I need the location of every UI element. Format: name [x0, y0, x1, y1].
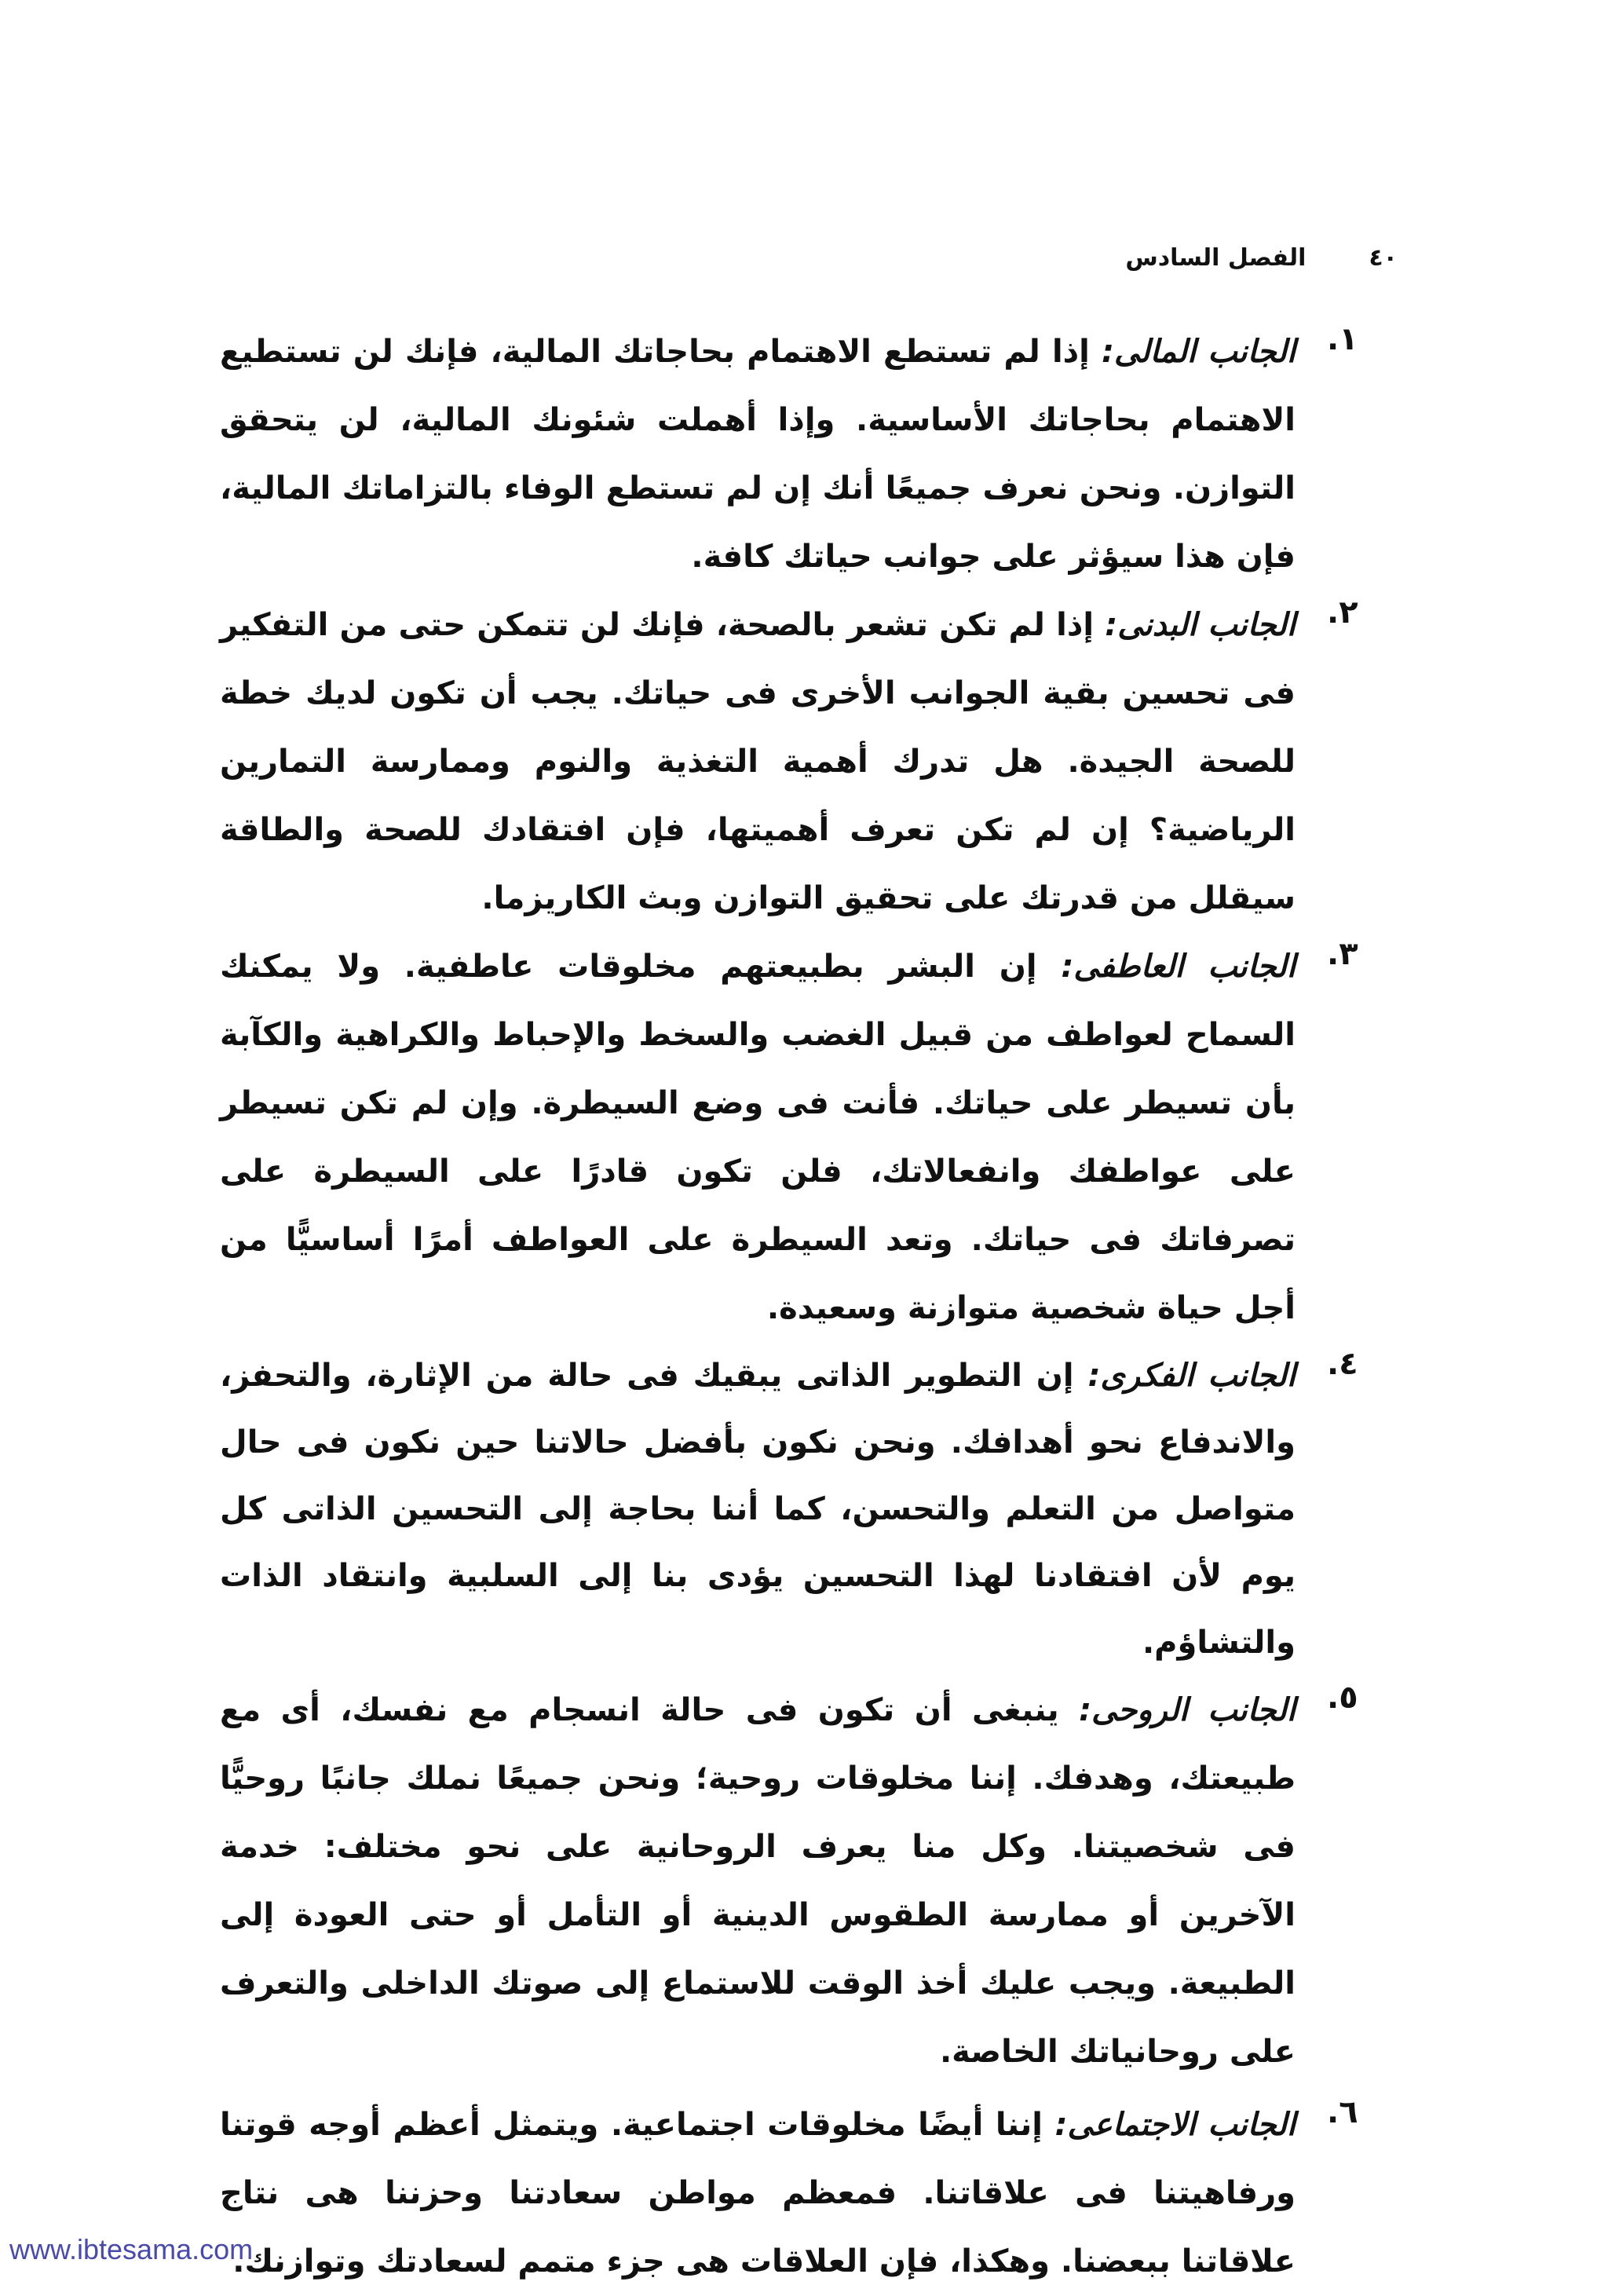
aspect-text: إننا أيضًا مخلوقات اجتماعية. ويتمثل أعظم أوجه قوتنا ورفاهيتنا فى علاقاتنا. فمعظم مواطن سعادتنا وحزننا هى نتاج علاقاتنا ببعضنا. وهكذا، فإن العلاقات هى جزء متمم لسعادتك وتوازنك.: [220, 2107, 1296, 2280]
list-item-social: [220, 2091, 1358, 2296]
aspect-label: الجانب المالى:: [1102, 334, 1296, 370]
page-number: ٤٠: [1369, 243, 1398, 272]
list-item-emotional: [220, 933, 1358, 1343]
item-paragraph: [220, 318, 1296, 591]
aspect-label: الجانب الفكرى:: [1087, 1358, 1296, 1394]
item-paragraph: [220, 1676, 1296, 2086]
aspect-text: ينبغى أن تكون فى حالة انسجام مع نفسك، أى مع طبيعتك، وهدفك. إننا مخلوقات روحية؛ ونحن جميعًا نملك جانبًا روحيًّا فى شخصيتنا. وكل منا يعرف الروحانية على نحو مختلف: خدمة الآخرين أو ممارسة الطقوس الدينية أو التأمل أو حتى العودة إلى الطبيعة. ويجب عليك أخذ الوقت للاستماع إلى صوتك الداخلى والتعرف على روحانياتك الخاصة.: [220, 1692, 1296, 2070]
item-number: .٥: [1327, 1680, 1358, 1716]
watermark-url: www.ibtesama.com: [9, 2233, 254, 2265]
item-number: .٦: [1327, 2094, 1358, 2130]
running-header: [1084, 234, 1398, 281]
chapter-title: الفصل السادس: [1125, 243, 1306, 272]
item-number: .٣: [1327, 936, 1358, 972]
aspect-label: الجانب العاطفى:: [1061, 949, 1296, 985]
item-paragraph: [220, 933, 1296, 1343]
aspects-list: [220, 318, 1358, 2296]
item-paragraph: [220, 591, 1296, 933]
aspect-text: إن التطوير الذاتى يبقيك فى حالة من الإثارة، والتحفز، والاندفاع نحو أهدافك. ونحن نكون بأفضل حالاتنا حين نكون فى حال متواصل من التعلم والتحسن، كما أننا بحاجة إلى التحسين الذاتى كل يوم لأن افتقادنا لهذا التحسين يؤدى بنا إلى السلبية وانتقاد الذات والتشاؤم.: [220, 1358, 1296, 1661]
aspect-label: الجانب الروحى:: [1079, 1692, 1296, 1728]
list-item-physical: [220, 591, 1358, 933]
list-item-intellectual: [220, 1343, 1358, 1676]
item-paragraph: [220, 2091, 1296, 2296]
aspect-text: إن البشر بطبيعتهم مخلوقات عاطفية. ولا يمكنك السماح لعواطف من قبيل الغضب والسخط والإحباط والكراهية والكآبة بأن تسيطر على حياتك. فأنت فى وضع السيطرة. وإن لم تكن تسيطر على عواطفك وانفعالاتك، فلن تكون قادرًا على السيطرة على تصرفاتك فى حياتك. وتعد السيطرة على العواطف أمرًا أساسيًّا من أجل حياة شخصية متوازنة وسعيدة.: [220, 949, 1296, 1326]
item-number: .٤: [1327, 1346, 1358, 1382]
aspect-label: الجانب البدنى:: [1105, 607, 1296, 643]
aspect-text: إذا لم تستطع الاهتمام بحاجاتك المالية، فإنك لن تستطيع الاهتمام بحاجاتك الأساسية. وإذا أهملت شئونك المالية، لن يتحقق التوازن. ونحن نعرف جميعًا أنك إن لم تستطع الوفاء بالتزاماتك المالية، فإن هذا سيؤثر على جوانب حياتك كافة.: [220, 334, 1296, 575]
list-item-financial: [220, 318, 1358, 591]
aspect-text: إذا لم تكن تشعر بالصحة، فإنك لن تتمكن حتى من التفكير فى تحسين بقية الجوانب الأخرى فى حياتك. يجب أن تكون لديك خطة للصحة الجيدة. هل تدرك أهمية التغذية والنوم وممارسة التمارين الرياضية؟ إن لم تكن تعرف أهميتها، فإن افتقادك للصحة والطاقة سيقلل من قدرتك على تحقيق التوازن وبث الكاريزما.: [220, 607, 1296, 916]
aspect-label: الجانب الاجتماعى:: [1054, 2107, 1296, 2143]
item-number: .١: [1327, 321, 1358, 357]
item-number: .٢: [1327, 594, 1358, 631]
item-paragraph: [220, 1343, 1296, 1676]
list-item-spiritual: [220, 1676, 1358, 2086]
